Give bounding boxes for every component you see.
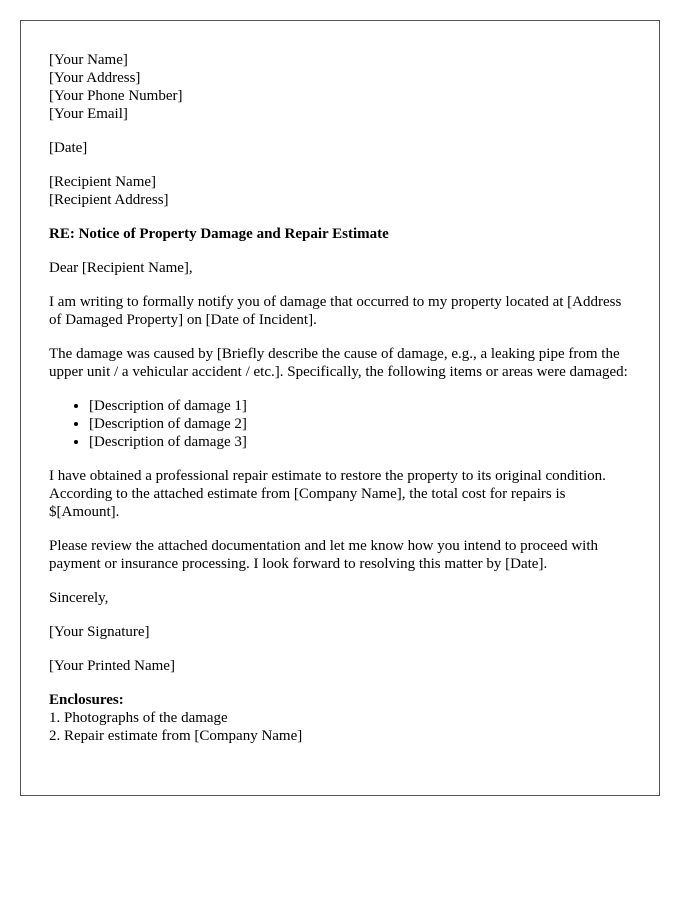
printed-name: [Your Printed Name] (49, 658, 175, 674)
closing: Sincerely, (49, 590, 109, 606)
list-item: • [Description of damage 2] (89, 415, 631, 433)
signature: [Your Signature] (49, 624, 150, 640)
enclosures-title: Enclosures: (49, 692, 124, 708)
list-item: • [Description of damage 3] (89, 433, 631, 451)
sender-phone: [Your Phone Number] (49, 88, 183, 104)
paragraph-request: Please review the attached documentation and let me know how you intend to proceed with payment or insurance processing. I look forward to resolving this matter by [Date]. (49, 538, 599, 572)
subject-line: RE: Notice of Property Damage and Repair Estimate (49, 226, 389, 242)
recipient-name: [Recipient Name] (49, 174, 157, 190)
damage-list (49, 397, 631, 451)
paragraph-notification: I am writing to formally notify you of damage that occurred to my property located at [Address of Damaged Property] on [Date of Incident]. (49, 294, 622, 328)
date-block (49, 139, 631, 157)
salutation: Dear [Recipient Name], (49, 260, 193, 276)
sender-block (49, 51, 631, 123)
enclosure-item: 1. Photographs of the damage (49, 710, 228, 726)
letter-date: [Date] (49, 140, 88, 156)
sender-email: [Your Email] (49, 106, 128, 122)
paragraph-cause: The damage was caused by [Briefly describe the cause of damage, e.g., a leaking pipe from the upper unit / a vehicular accident / etc.]. Specifically, the following items or areas were damaged: (49, 346, 628, 380)
list-item: • [Description of damage 1] (89, 397, 631, 415)
sender-name: [Your Name] (49, 52, 128, 68)
recipient-block (49, 173, 631, 209)
letter-document (20, 20, 660, 796)
enclosure-item: 2. Repair estimate from [Company Name] (49, 728, 303, 744)
enclosures-block (49, 691, 631, 745)
paragraph-estimate: I have obtained a professional repair estimate to restore the property to its original condition. According to the attached estimate from [Company Name], the total cost for repairs is $[Amount]. (49, 468, 606, 520)
recipient-address: [Recipient Address] (49, 192, 169, 208)
sender-address: [Your Address] (49, 70, 141, 86)
